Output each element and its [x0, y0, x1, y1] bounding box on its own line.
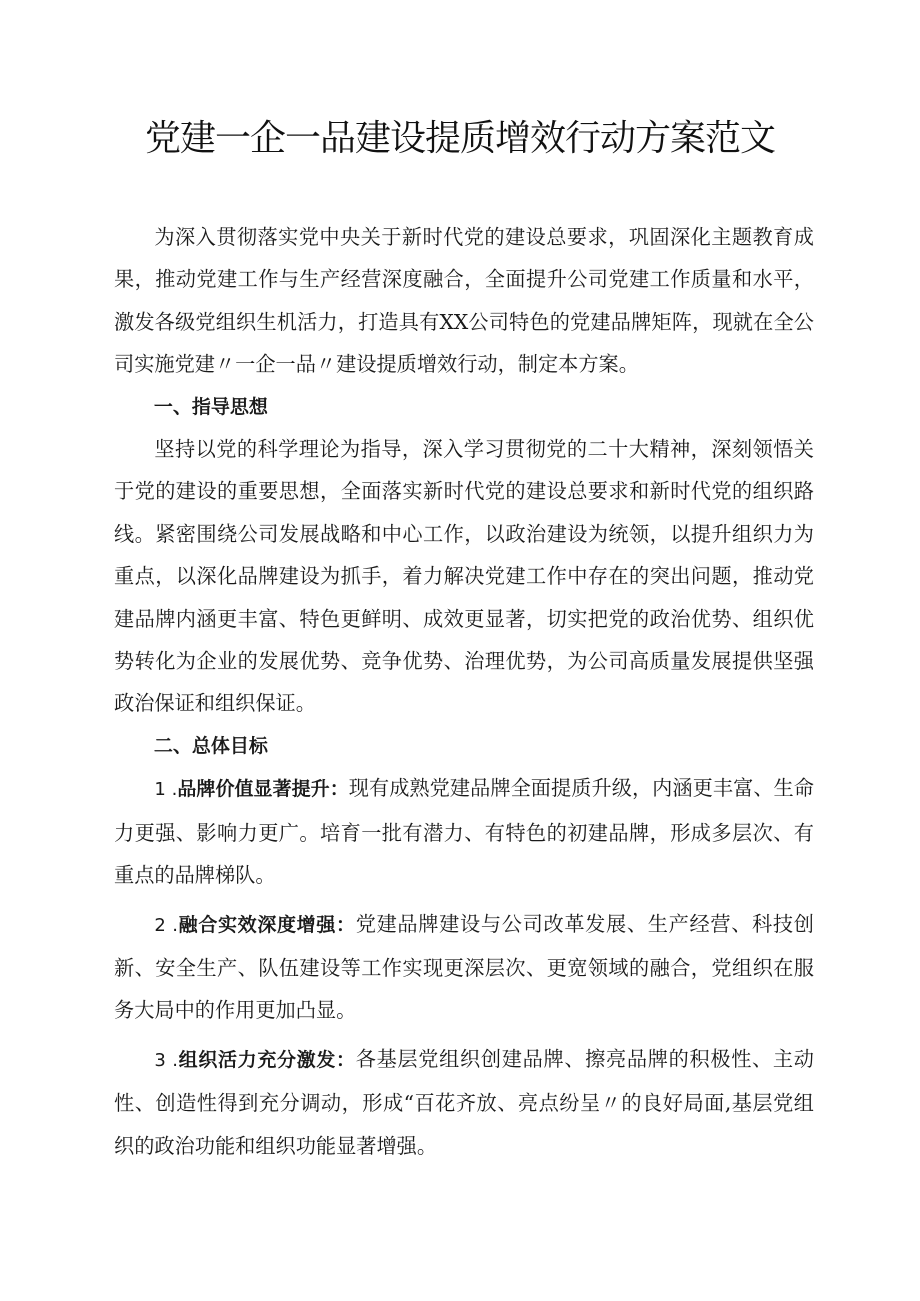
section-paragraph-guiding-ideology: 坚持以党的科学理论为指导，深入学习贯彻党的二十大精神，深刻领悟关于党的建设的重要思想，全面落实新时代党的建设总要求和新时代党的组织路线。紧密围绕公司发展战略和中心工作，以政治建设为统领，以提升组织力为重点，以深化品牌建设为抓手，着力解决党建工作中存在的突出问题，推动党建品牌内涵更丰富、特色更鲜明、成效更显著，切实把党的政治优势、组织优势转化为企业的发展优势、竞争优势、治理优势，为公司高质量发展提供坚强政治保证和组织保证。 — [114, 437, 814, 716]
goal-item-heading: 融合实效深度增强： — [177, 913, 356, 936]
goal-item-number: 2 . — [154, 914, 178, 936]
section-heading-guiding-ideology: 一、指导思想 — [153, 395, 268, 418]
goal-item-text: 现有成熟党建品牌全面提质升级，内涵更丰富、生命力更强、影响力更广。培育一批有潜力、有特色的初建品牌，形成多层次、有重点的品牌梯队。 — [114, 776, 814, 888]
goal-item-2 — [114, 903, 814, 1032]
intro-paragraph: 为深入贯彻落实党中央关于新时代党的建设总要求，巩固深化主题教育成果，推动党建工作与生产经营深度融合，全面提升公司党建工作质量和水平，激发各级党组织生机活力，打造具有XX公司特色的党建品牌矩阵，现就在全公司实施党建〃一企一品〃建设提质增效行动，制定本方案。 — [114, 225, 814, 377]
section-heading-overall-goals: 二、总体目标 — [153, 734, 268, 757]
document-title: 党建一企一品建设提质增效行动方案范文 — [144, 118, 775, 159]
goal-item-heading: 品牌价值显著提升： — [177, 778, 349, 801]
document-body — [114, 216, 814, 1167]
goal-item-text: 党建品牌建设与公司改革发展、生产经营、科技创新、安全生产、队伍建设等工作实现更深层次、更宽领域的融合，党组织在服务大局中的作用更加凸显。 — [114, 911, 814, 1023]
goal-item-text: 各基层党组织创建品牌、擦亮品牌的积极性、主动性、创造性得到充分调动，形成“百花齐放、亮点纷呈〃的良好局面,基层党组织的政治功能和组织功能显著增强。 — [114, 1046, 814, 1158]
goal-item-1 — [114, 767, 814, 896]
goal-item-heading: 组织活力充分激发： — [177, 1048, 356, 1071]
goal-item-number: 3 . — [154, 1049, 178, 1071]
goal-item-number: 1 . — [154, 779, 178, 801]
goal-item-3 — [114, 1038, 814, 1167]
